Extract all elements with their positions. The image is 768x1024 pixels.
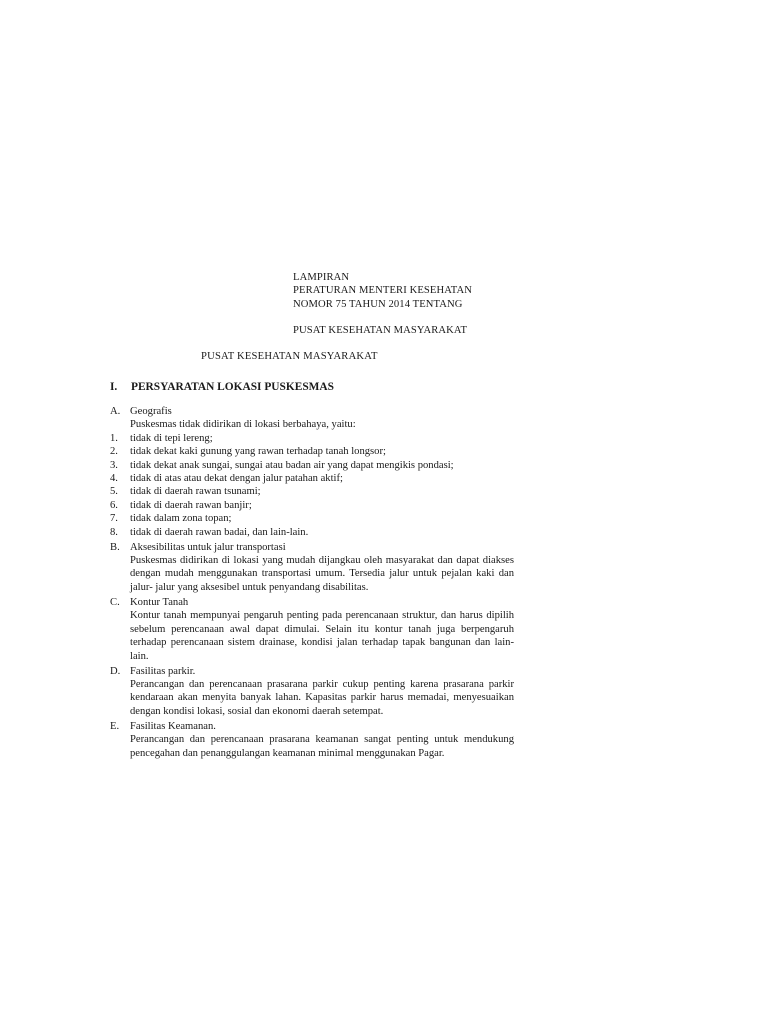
subsection-title: Kontur Tanah: [130, 596, 189, 608]
subsection-heading: [110, 596, 514, 609]
section-number: I.: [110, 381, 118, 393]
list-text: tidak di daerah rawan tsunami;: [130, 486, 261, 498]
list-number: 1.: [110, 432, 118, 444]
subsection-title: Aksesibilitas untuk jalur transportasi: [130, 541, 286, 553]
header-line-subject: PUSAT KESEHATAN MASYARAKAT: [293, 325, 468, 337]
list-text: tidak di atas atau dekat dengan jalur patahan aktif;: [130, 473, 343, 485]
list-text: tidak dekat kaki gunung yang rawan terhadap tanah longsor;: [130, 446, 386, 458]
subsection-geografis: [110, 405, 514, 539]
list-item: [110, 485, 514, 498]
subsection-title: Geografis: [130, 406, 172, 417]
subsection-aksesibilitas: [110, 541, 514, 595]
subsection-paragraph: Perancangan dan perencanaan prasarana keamanan sangat penting untuk mendukung pencegahan dan penanggulangan keamanan minimal menggunakan Pagar.: [130, 734, 514, 759]
list-item: [110, 459, 514, 472]
list-number: 6.: [110, 499, 118, 511]
list-number: 2.: [110, 446, 118, 458]
list-text: tidak di daerah rawan badai, dan lain-lain.: [130, 526, 309, 538]
subsection-heading: [110, 405, 514, 418]
section-heading: [110, 381, 334, 394]
subsection-fasilitas-keamanan: [110, 720, 514, 760]
list-text: tidak dekat anak sungai, sungai atau badan air yang dapat mengikis pondasi;: [130, 459, 454, 471]
list-item: [110, 472, 514, 485]
document-title: PUSAT KESEHATAN MASYARAKAT: [201, 351, 378, 362]
list-item: [110, 526, 514, 539]
subsection-paragraph: Puskesmas didirikan di lokasi yang mudah dijangkau oleh masyarakat dan dapat diakses dengan mudah menggunakan transportasi umum. Tersedia jalur untuk pejalan kaki dan jalur- jalur yang aksesibel untuk penyandang disabilitas.: [130, 555, 514, 593]
list-text: tidak di tepi lereng;: [130, 432, 213, 444]
attachment-header: [293, 271, 553, 338]
list-text: tidak dalam zona topan;: [130, 513, 232, 525]
list-item: [110, 432, 514, 445]
header-line-lampiran: LAMPIRAN: [293, 272, 350, 283]
subsection-heading: [110, 720, 514, 733]
subsection-heading: [110, 541, 514, 554]
subsection-paragraph: Perancangan dan perencanaan prasarana parkir cukup penting karena prasarana parkir kendaraan akan menyita banyak lahan. Kapasitas parkir harus memadai, menyesuaikan dengan kondisi lokasi, sosial dan ekonomi daerah setempat.: [130, 678, 514, 717]
subsection-fasilitas-parkir: [110, 665, 514, 719]
subsection-kontur-tanah: [110, 596, 514, 663]
subsection-letter: D.: [110, 665, 121, 677]
subsection-paragraph: Kontur tanah mempunyai pengaruh penting pada perencanaan struktur, dan harus dipilih sebelum perencanaan awal dapat dimulai. Selain itu kontur tanah juga berpengaruh terhadap perencanaan sistem drainase, kondisi jalan terhadap tapak bangunan dan lain-lain.: [130, 610, 514, 662]
list-number: 7.: [110, 513, 118, 525]
subsection-letter: A.: [110, 406, 121, 417]
subsection-title: Fasilitas parkir.: [130, 665, 196, 677]
subsection-letter: E.: [110, 720, 120, 732]
subsection-heading: [110, 665, 514, 678]
list-number: 3.: [110, 459, 118, 471]
header-gap: [293, 311, 553, 324]
list-item: [110, 499, 514, 512]
header-line-regulation: PERATURAN MENTERI KESEHATAN: [293, 285, 473, 297]
subsection-title: Fasilitas Keamanan.: [130, 720, 216, 732]
list-item: [110, 445, 514, 458]
subsection-letter: C.: [110, 596, 120, 608]
header-line-number: NOMOR 75 TAHUN 2014 TENTANG: [293, 298, 463, 310]
subsection-letter: B.: [110, 541, 120, 553]
list-number: 4.: [110, 473, 118, 485]
list-item: [110, 512, 514, 525]
list-number: 5.: [110, 486, 118, 498]
section-title: PERSYARATAN LOKASI PUSKESMAS: [131, 381, 334, 393]
list-number: 8.: [110, 526, 118, 538]
subsection-intro: Puskesmas tidak didirikan di lokasi berbahaya, yaitu:: [130, 419, 356, 431]
document-body: [110, 405, 514, 760]
list-text: tidak di daerah rawan banjir;: [130, 499, 252, 511]
